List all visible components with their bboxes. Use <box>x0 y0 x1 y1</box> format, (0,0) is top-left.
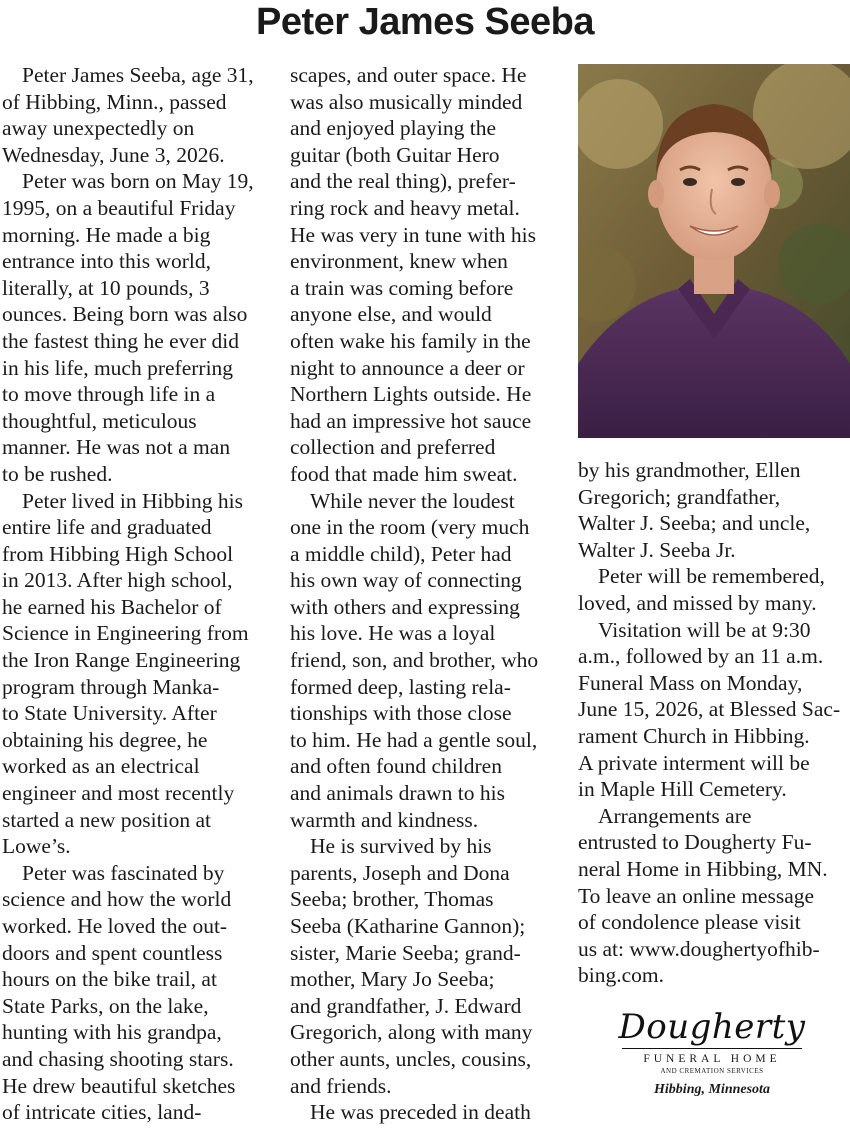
paragraph-personality: While never the loudest one in the room (very much a middle child), Peter had his own way of connecting with others and expressing his love. He was a loyal friend, son, and brother, who formed deep, lasting rela- tionships with those close to him. He had a gentle soul, and often found children and animals drawn to his warmth and kindness. <box>290 488 539 832</box>
paragraph-preceded: He was preceded in death <box>310 1100 531 1125</box>
paragraph-intro: Peter James Seeba, age 31, of Hibbing, Minn., passed away unexpectedly on Wednesday, June 3, 2026. <box>2 63 254 167</box>
portrait-photo <box>578 64 850 438</box>
text-column-3 <box>578 457 848 989</box>
paragraph-education: Peter lived in Hibbing his entire life and graduated from Hibbing High School in 2013. After high school, he earned his Bachelor of Science in Engineering from the Iron Range Engineering program through Manka- to State University. After obtaining his degree, he worked as an electrical engineer and most recently started a new position at Lowe’s. <box>2 488 249 859</box>
paragraph-interests-continued: scapes, and outer space. He was also musically minded and enjoyed playing the guitar (both Guitar Hero and the real thing), prefer- ring rock and heavy metal. He was very in tune with his environment, knew when a train was coming before anyone else, and would often wake his family in the night to announce a deer or Northern Lights outside. He had an impressive hot sauce collection and preferred food that made him sweat. <box>290 63 537 486</box>
paragraph-services: Visitation will be at 9:30 a.m., followed by an 11 a.m. Funeral Mass on Monday, June 15, 2026, at Blessed Sac- rament Church in Hibbing. A private interment will be in Maple Hill Cemetery. <box>578 617 841 802</box>
paragraph-preceded-continued: by his grandmother, Ellen Gregorich; grandfather, Walter J. Seeba; and uncle, Walter J. Seeba Jr. <box>578 458 811 562</box>
logo-line-funeral-home: FUNERAL HOME <box>643 1053 781 1065</box>
text-column-2 <box>290 62 572 1126</box>
logo-name: Dougherty <box>618 1007 806 1047</box>
paragraph-arrangements: Arrangements are entrusted to Dougherty Fu- neral Home in Hibbing, MN. To leave an online message of condolence please visit us at: www.doughertyofhib- bing.com. <box>578 803 828 988</box>
paragraph-survivors: He is survived by his parents, Joseph and Dona Seeba; brother, Thomas Seeba (Katharine Gannon); sister, Marie Seeba; grand- mother, Mary Jo Seeba; and grandfather, J. Edward Gregorich, along with many other aunts, uncles, cousins, and friends. <box>290 834 533 1098</box>
funeral-home-logo <box>612 1008 812 1118</box>
paragraph-remembered: Peter will be remembered, loved, and missed by many. <box>578 564 825 615</box>
text-column-1 <box>2 62 278 1126</box>
logo-divider <box>622 1048 802 1049</box>
logo-location: Hibbing, Minnesota <box>654 1082 770 1097</box>
obituary-title: Peter James Seeba <box>256 1 594 43</box>
paragraph-birth: Peter was born on May 19, 1995, on a beautiful Friday morning. He made a big entrance into this world, literally, at 10 pounds, 3 ounces. Being born was also the fastest thing he ever did in his life, much preferring to move through life in a thoughtful, meticulous manner. He was not a man to be rushed. <box>2 169 254 486</box>
paragraph-interests: Peter was fascinated by science and how the world worked. He loved the out- doors and spent countless hours on the bike trail, at State Parks, on the lake, hunting with his grandpa, and chasing shooting stars. He drew beautiful sketches of intricate cities, land- <box>2 860 236 1125</box>
logo-line-cremation: AND CREMATION SERVICES <box>660 1067 764 1075</box>
